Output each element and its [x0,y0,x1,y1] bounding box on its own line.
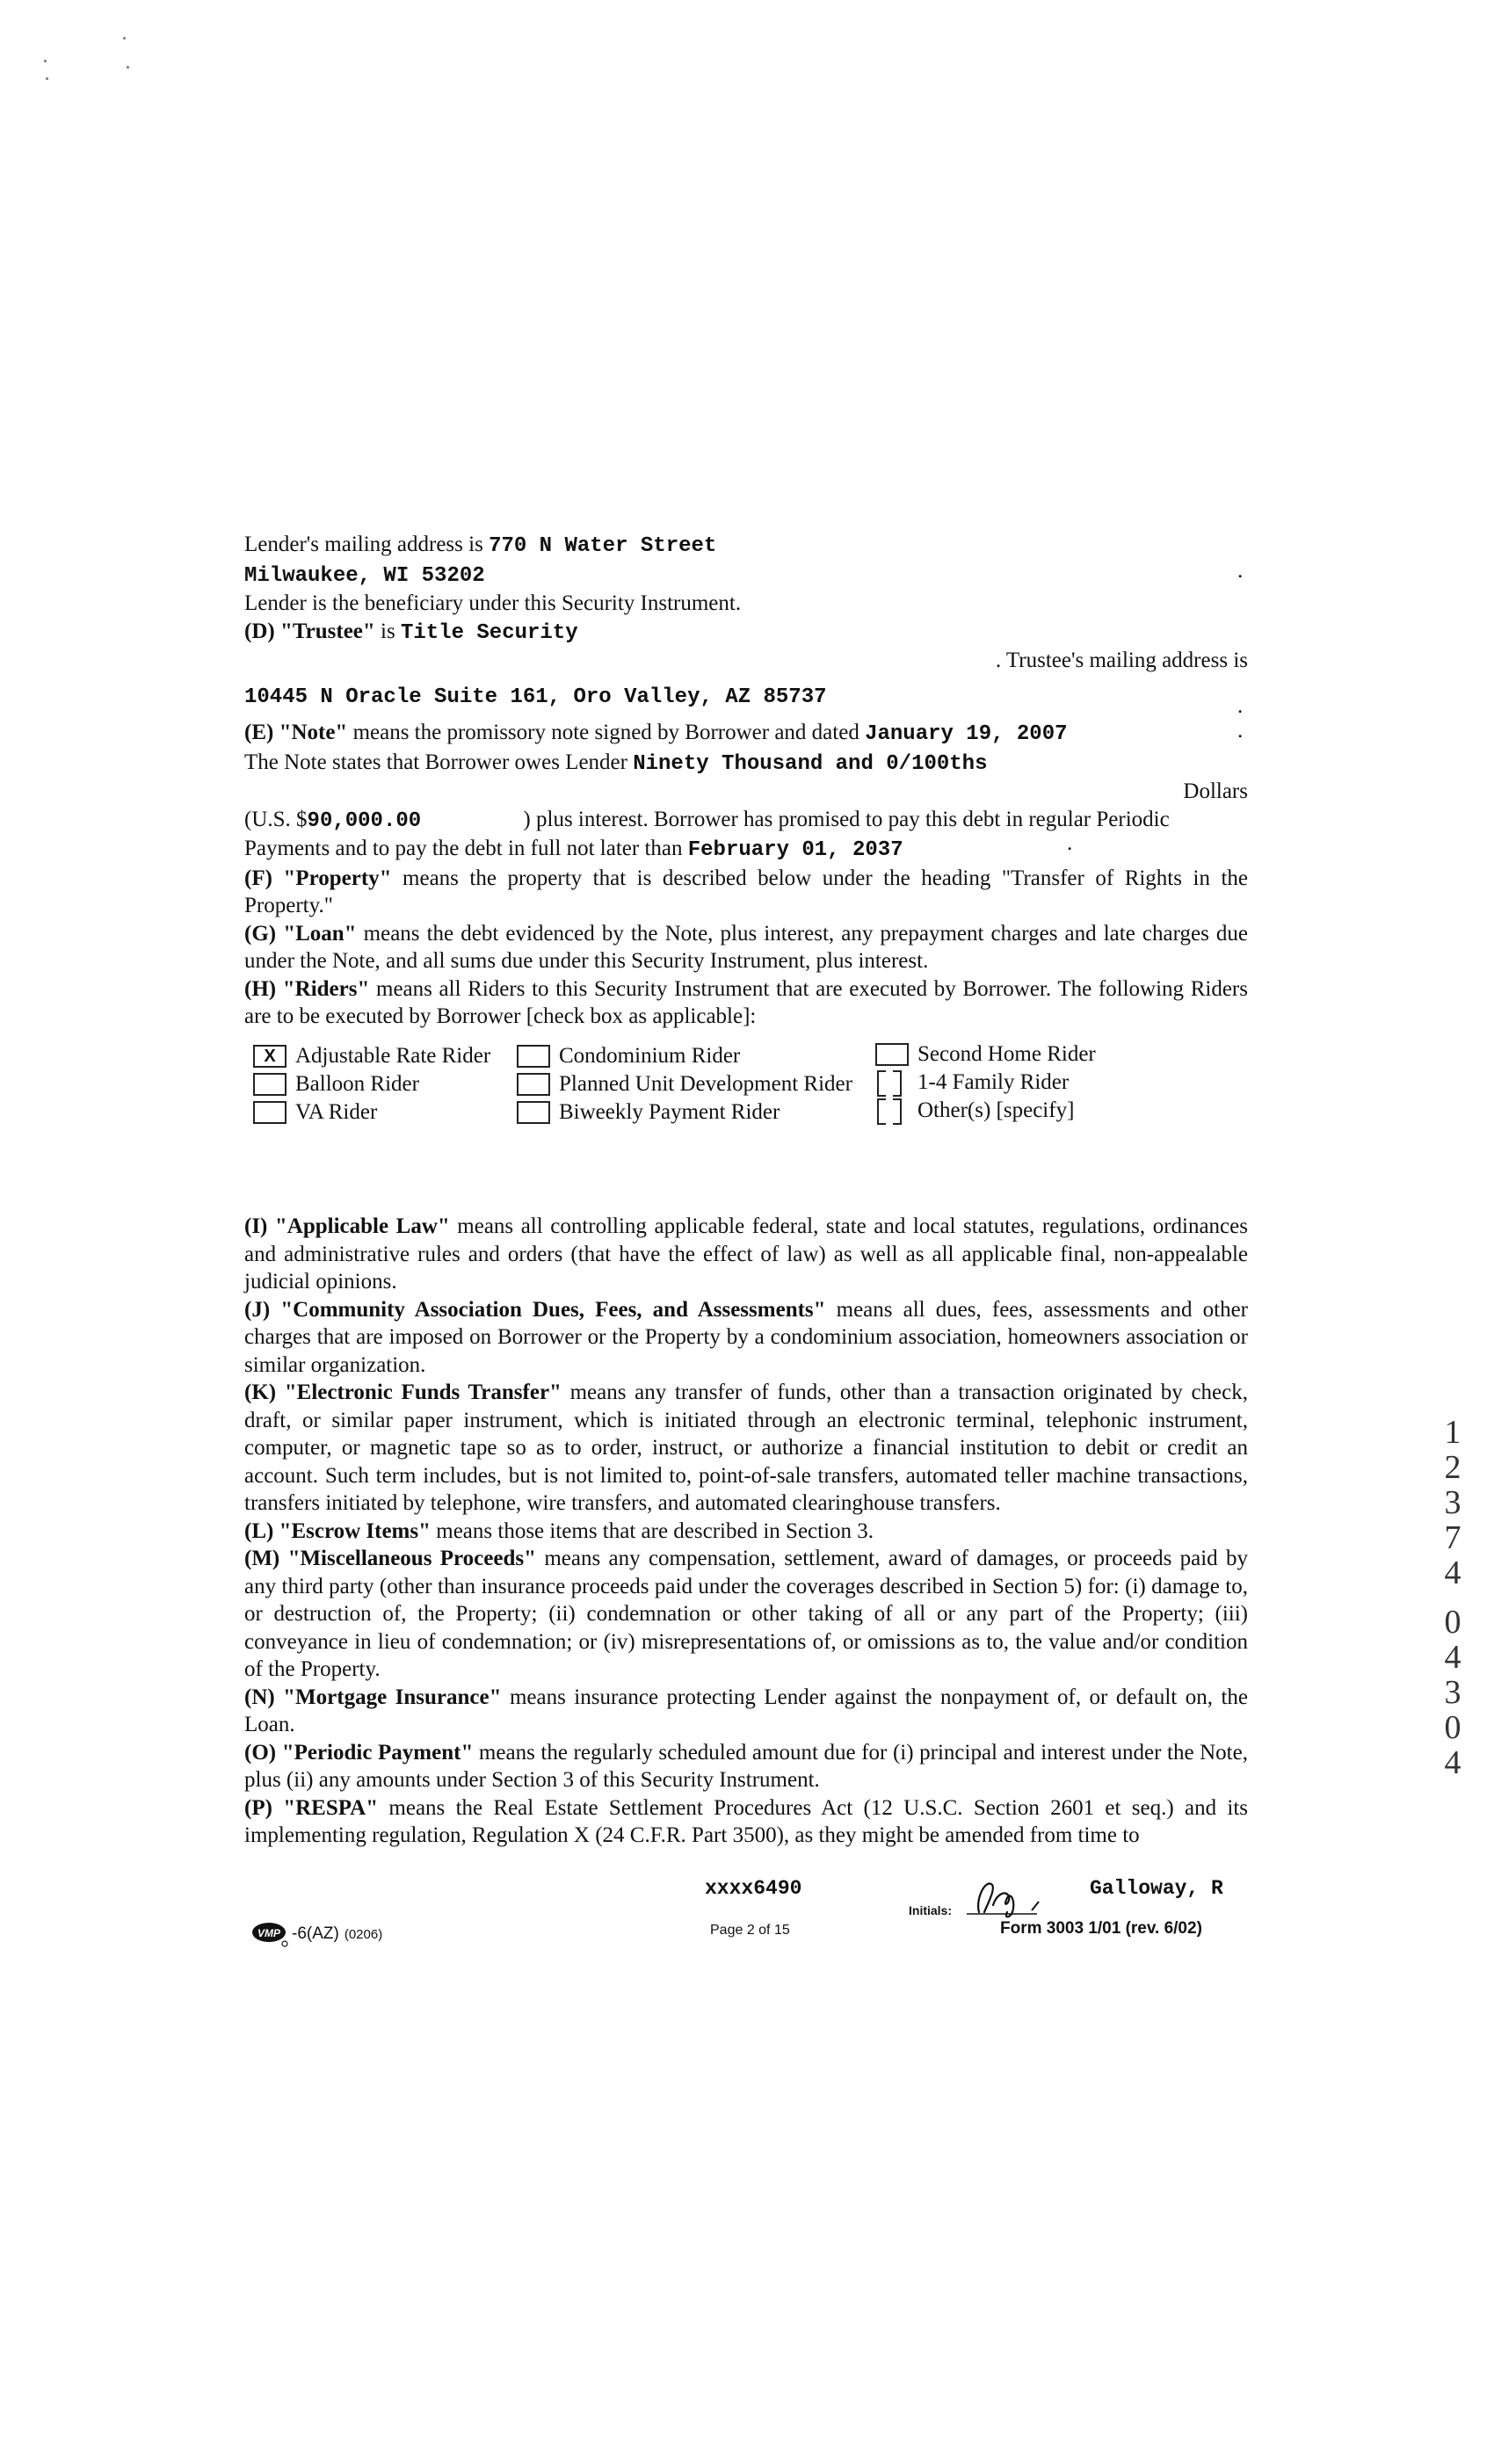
rider-checkbox[interactable] [253,1101,286,1124]
note-payments-text: Payments and to pay the debt in full not later than [244,837,683,860]
trustee-address: 10445 N Oracle Suite 161, Oro Valley, AZ 85737 [244,685,827,709]
side-stamp-digit: 4 [1444,1554,1461,1591]
rider-checkbox[interactable] [517,1073,550,1096]
rider-second-home[interactable] [875,1042,1096,1067]
definition-label: (H) "Riders" [244,976,370,1001]
definition-label: (M) "Miscellaneous Proceeds" [244,1547,536,1570]
rider-adjustable-rate[interactable] [253,1044,490,1069]
rider-condominium[interactable] [517,1044,740,1069]
note-text: means the promissory note signed by Borrower and dated [347,721,859,744]
rider-checkbox[interactable] [875,1043,909,1066]
trustee-name: Title Security [400,620,578,645]
rider-label: Second Home Rider [917,1042,1096,1066]
definition-text: means any compensation, settlement, award of damages, or proceeds paid by any third party (other than insurance proceeds paid under the coverages described in Section 5) for: (i) damage to, or destruction of, the Property; (ii) condemnation or other taking of all or any part of the Property; (iii) conveyance in lieu of condemnation; or (iv) misrepresentations of, or omissions as to, the value and/or condition of the Property. [244,1547,1248,1681]
definition-text: means all dues, fees, assessments and other charges that are imposed on Borrower or the Property by a condominium association, homeowners association or similar organization. [244,1297,1248,1377]
side-stamp-digit: 2 [1444,1449,1461,1486]
lender-address-line2: Milwaukee, WI 53202 [244,563,485,588]
rider-label: Biweekly Payment Rider [559,1100,780,1124]
definition-miscellaneous-proceeds [244,1545,1248,1684]
definition-applicable-law [244,1213,1248,1296]
vmp-logo-icon [251,1921,290,1947]
scan-speck [44,60,47,62]
definition-label: (J) "Community Association Dues, Fees, and Assessments" [244,1297,826,1322]
form-number: Form 3003 1/01 (rev. 6/02) [1000,1919,1202,1938]
rider-1-4-family[interactable] [875,1070,1069,1095]
definition-text: means the regularly scheduled amount due for (i) principal and interest under the Note, plus (ii) any amounts under Section 3 of this Security Instrument. [244,1740,1248,1792]
definitions-top [244,865,1248,1031]
scan-speck [123,37,126,40]
definitions-bottom [244,1213,1248,1850]
scan-speck [127,66,129,69]
definition-community-association [244,1296,1248,1380]
definition-property [244,865,1248,920]
definition-label: (O) "Periodic Payment" [244,1740,474,1765]
definition-text: means the property that is described below under the heading "Transfer of Rights in the Property." [244,866,1248,917]
rider-balloon[interactable] [253,1072,419,1097]
definition-label: (P) "RESPA" [244,1795,379,1820]
note-interest-text: ) plus interest. Borrower has promised to pay this debt in regular Periodic [523,807,1170,831]
rider-label: Condominium Rider [559,1044,741,1068]
note-section [244,719,1248,1031]
note-amount: 90,000.00 [307,808,422,833]
trustee-mailing-suffix: . Trustee's mailing address is [995,649,1248,672]
trustee-is: is [374,619,401,643]
definition-mortgage-insurance [244,1684,1248,1739]
rider-label: Planned Unit Development Rider [559,1072,852,1096]
initials-label: Initials: [909,1903,953,1917]
note-us-prefix: (U.S. $ [244,807,308,831]
trustee-label: (D) "Trustee" [244,619,375,643]
note-owes-text: The Note states that Borrower owes Lender [244,750,627,774]
definition-text: means insurance protecting Lender against the nonpayment of, or default on, the Loan. [244,1685,1248,1736]
definition-text: means all controlling applicable federal, state and local statutes, regulations, ordinances and administrative rules and orders (that have the effect of law) as well as all applicable final, non-appealable judicial opinions. [244,1214,1248,1294]
rider-checkbox[interactable] [517,1101,550,1124]
definition-label: (L) "Escrow Items" [244,1518,431,1543]
rider-label: Other(s) [specify] [917,1098,1075,1122]
rider-label: 1-4 Family Rider [917,1070,1070,1094]
initials-signature-icon [958,1873,1090,1926]
rider-label: VA Rider [295,1100,378,1124]
fill-dot: . [1237,719,1244,743]
lender-mailing-prefix: Lender's mailing address is [244,533,483,556]
fill-dot: . [1067,831,1073,855]
note-date: January 19, 2007 [865,722,1068,746]
form-code-date: (0206) [344,1926,383,1942]
definition-label: (F) "Property" [244,866,392,890]
note-due-date: February 01, 2037 [687,838,903,862]
definition-text: means all Riders to this Security Instrument that are executed by Borrower. The following Riders are to be executed by Borrower [check box as applicable]: [244,976,1248,1028]
definition-label: (G) "Loan" [244,921,357,946]
rider-biweekly-payment[interactable] [517,1100,780,1125]
definition-label: (I) "Applicable Law" [244,1214,450,1238]
definition-respa [244,1794,1248,1850]
note-label: (E) "Note" [244,721,348,744]
definition-riders [244,975,1248,1031]
rider-va[interactable] [253,1100,377,1125]
side-stamp-digit: 0 [1444,1709,1461,1746]
definition-label: (N) "Mortgage Insurance" [244,1685,502,1709]
definition-escrow-items [244,1518,1248,1546]
fill-dot: . [1237,694,1244,718]
definition-text: means the debt evidenced by the Note, plus interest, any prepayment charges and late charges due under the Note, and all sums due under this Security Instrument, plus interest. [244,921,1249,973]
rider-checkbox[interactable] [253,1073,286,1096]
definition-label: (K) "Electronic Funds Transfer" [244,1381,562,1404]
page-number: Page 2 of 15 [710,1923,790,1938]
borrower-name: Galloway, R [1090,1877,1223,1900]
svg-text:VMP: VMP [257,1927,281,1939]
definition-text: means the Real Estate Settlement Procedures Act (12 U.S.C. Section 2601 et seq.) and its implementing regulation, Regulation X (24 C.F.R. Part 3500), as they might be amended from time to [244,1795,1248,1847]
fill-dot: . [1237,559,1244,583]
side-stamp-digit: 3 [1444,1484,1461,1521]
definition-electronic-funds-transfer [244,1379,1248,1518]
rider-checkbox[interactable] [875,1070,909,1095]
definition-text: means any transfer of funds, other than a transaction originated by check, draft, or similar paper instrument, which is initiated through an electronic terminal, telephonic instrument, computer, or magnetic tape so as to order, instruct, or authorize a financial institution to debit or credit an account. Such term includes, but is not limited to, point-of-sale transfers, automated teller machine transactions, transfers initiated by telephone, wire transfers, and automated clearinghouse transfers. [244,1381,1248,1515]
definition-periodic-payment [244,1739,1248,1794]
rider-checkbox[interactable] [875,1098,909,1123]
side-stamp-digit: 1 [1444,1414,1461,1451]
rider-label: Adjustable Rate Rider [295,1044,491,1068]
definition-loan [244,920,1248,975]
rider-checkbox[interactable]: X [253,1045,286,1068]
rider-checkbox[interactable] [517,1045,550,1068]
scan-speck [46,77,48,80]
form-code-block [251,1921,382,1947]
definition-text: means those items that are described in Section 3. [431,1518,874,1543]
note-amount-words: Ninety Thousand and 0/100ths [633,751,988,776]
lender-beneficiary: Lender is the beneficiary under this Security Instrument. [244,591,742,615]
loan-number: xxxx6490 [705,1877,802,1900]
note-dollars: Dollars [1183,779,1248,803]
rider-label: Balloon Rider [295,1072,419,1096]
lender-address-line1: 770 N Water Street [489,534,717,558]
side-stamp-digit: 4 [1444,1744,1461,1781]
side-stamp-number [1438,1415,1468,1780]
rider-others[interactable] [875,1098,1074,1123]
side-stamp-digit: 7 [1444,1519,1461,1556]
lender-section [244,531,1248,711]
side-stamp-digit: 4 [1444,1639,1461,1676]
form-code: -6(AZ) [292,1924,339,1943]
rider-planned-unit-development[interactable] [517,1072,852,1097]
side-stamp-digit: 3 [1444,1674,1461,1711]
side-stamp-digit: 0 [1444,1604,1461,1641]
